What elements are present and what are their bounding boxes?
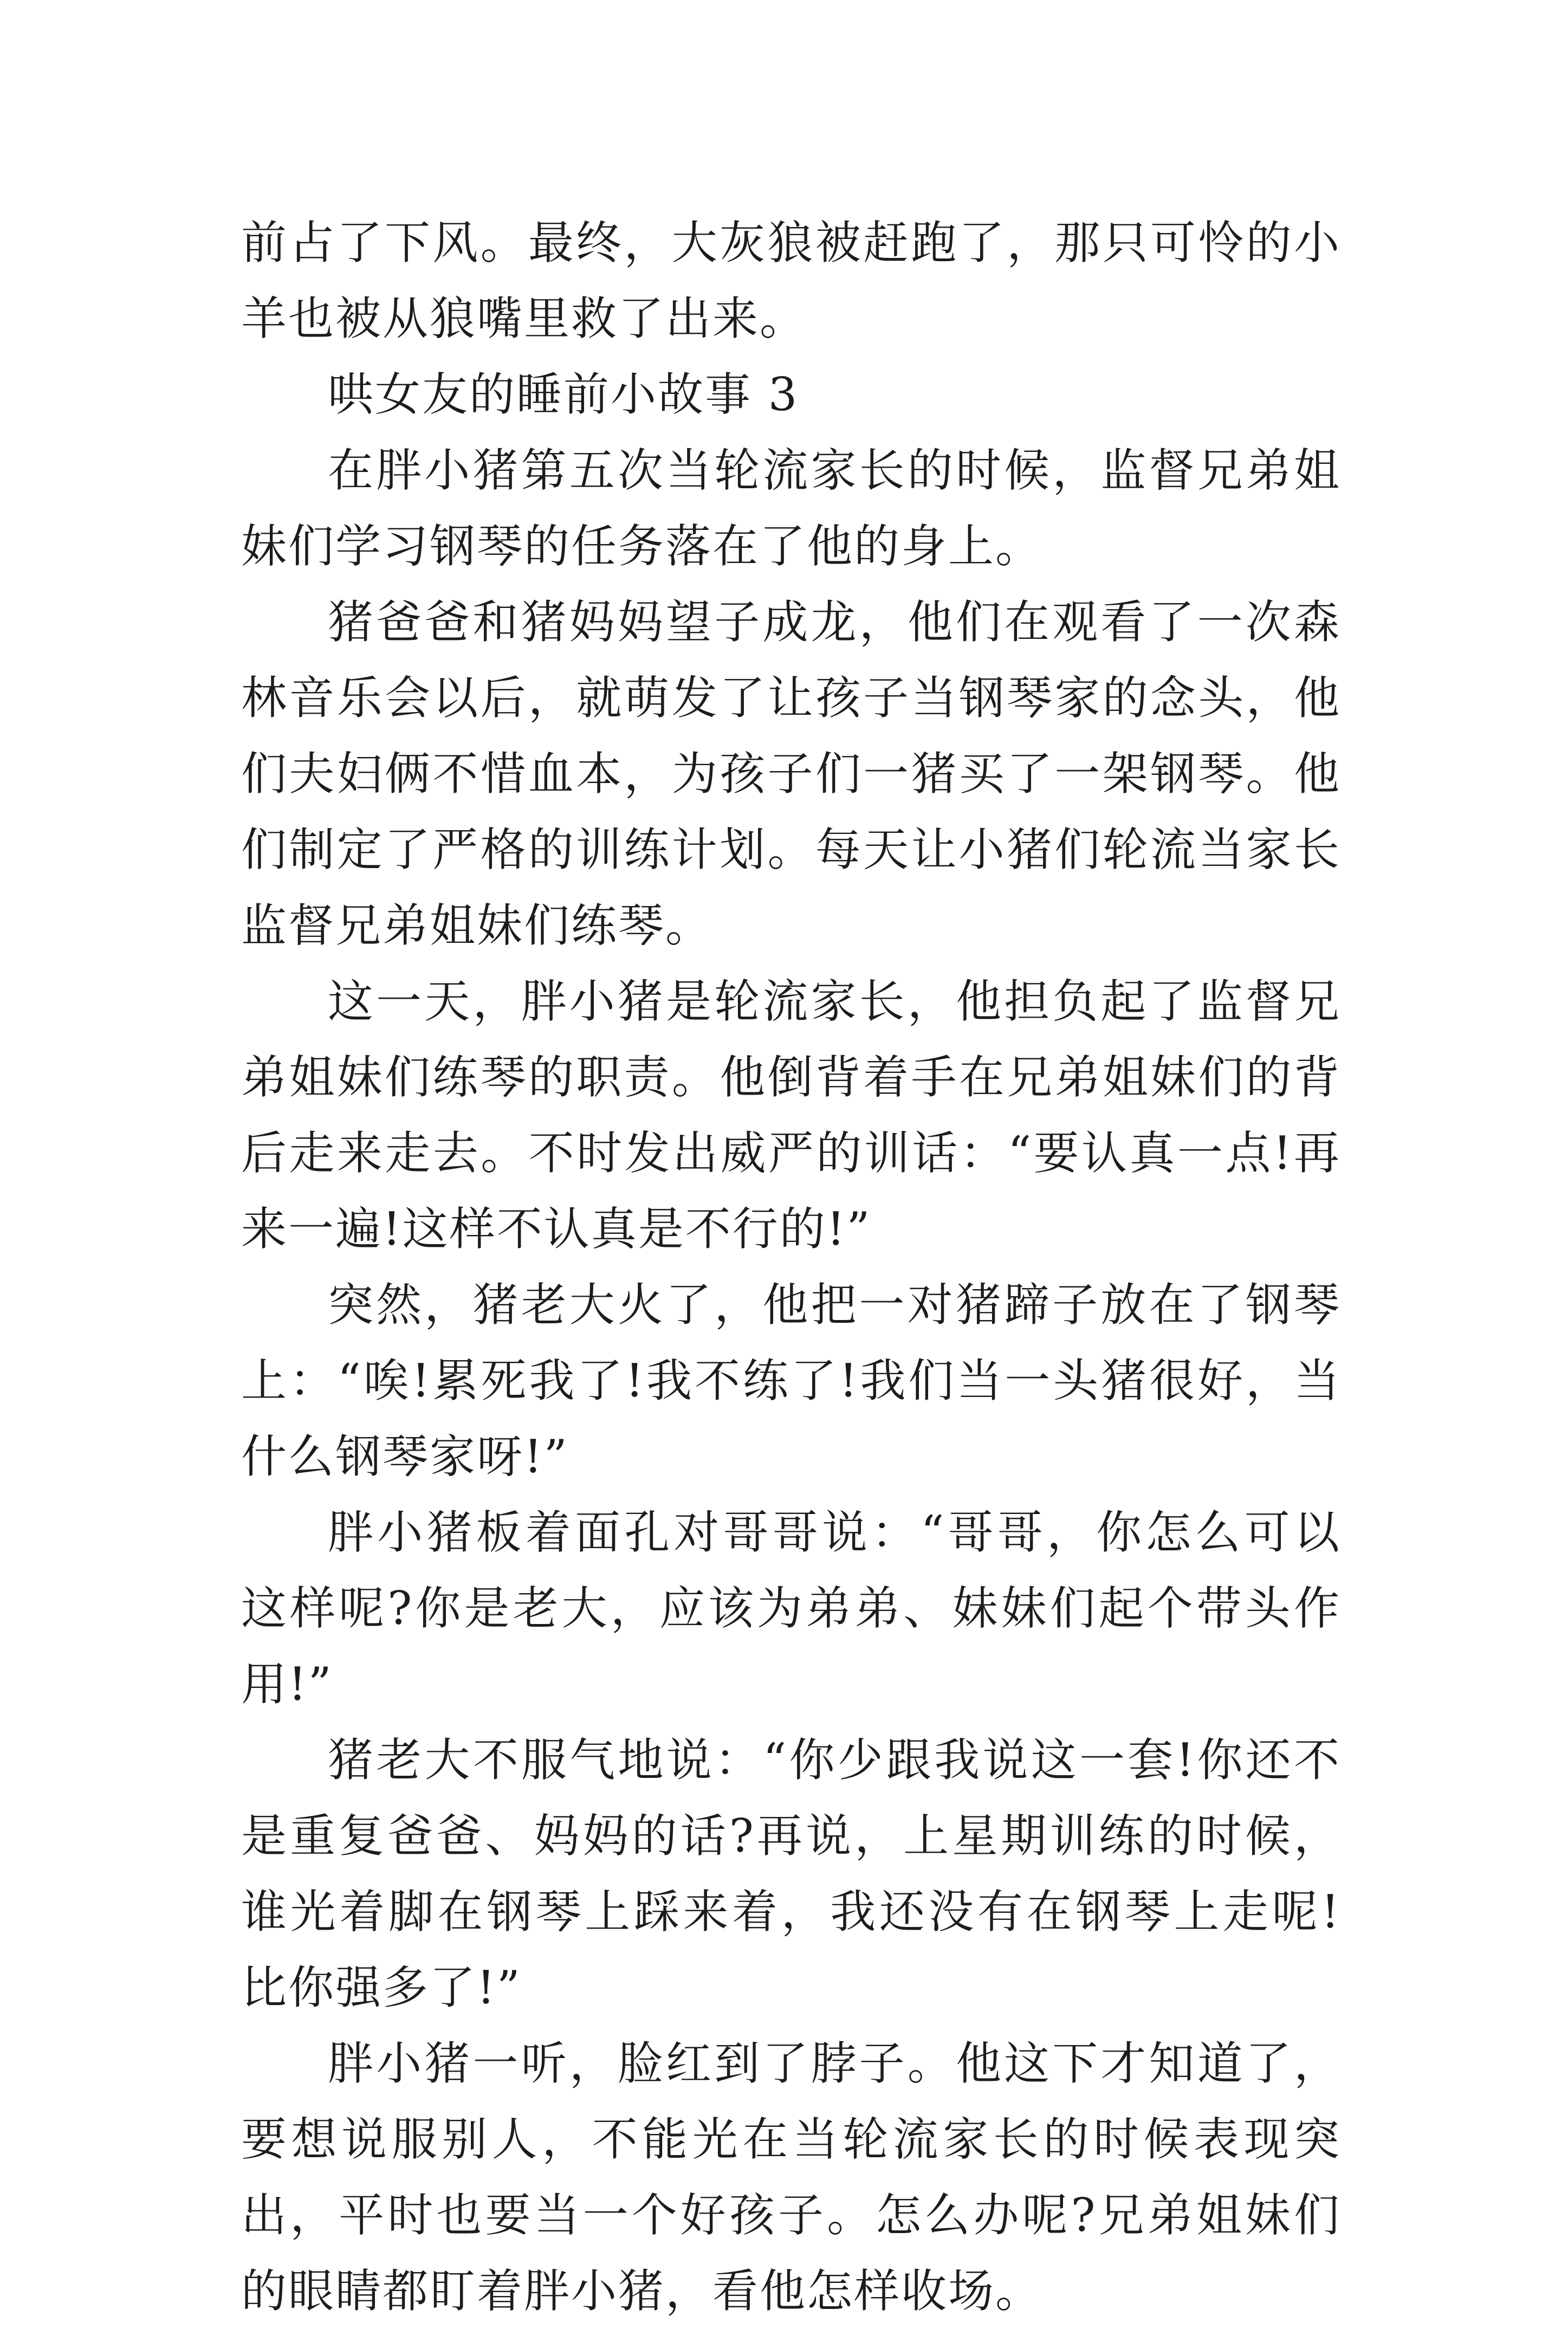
paragraph-6: 胖小猪板着面孔对哥哥说：“哥哥，你怎么可以这样呢?你是老大，应该为弟弟、妹妹们起个带头作用!”: [241, 1506, 1341, 1711]
paragraph-3: 猪爸爸和猪妈妈望子成龙，他们在观看了一次森林音乐会以后，就萌发了让孩子当钢琴家的念头，他们夫妇俩不惜血本，为孩子们一猪买了一架钢琴。他们制定了严格的训练计划。每天让小猪们轮流当家长监督兄弟姐妹们练琴。: [241, 596, 1341, 952]
story-heading: 哄女友的睡前小故事 3: [328, 368, 799, 421]
paragraph-7: 猪老大不服气地说：“你少跟我说这一套!你还不是重复爸爸、妈妈的话?再说，上星期训练的时候，谁光着脚在钢琴上踩来着，我还没有在钢琴上走呢!比你强多了!”: [241, 1733, 1341, 2014]
paragraph-8: 胖小猪一听，脸红到了脖子。他这下才知道了，要想说服别人，不能光在当轮流家长的时候表现突出，平时也要当一个好孩子。怎么办呢?兄弟姐妹们的眼睛都盯着胖小猪，看他怎样收场。: [241, 2037, 1341, 2318]
paragraph-5: 突然，猪老大火了，他把一对猪蹄子放在了钢琴上：“唉!累死我了!我不练了!我们当一头猪很好，当什么钢琴家呀!”: [241, 1278, 1341, 1483]
article-body: [241, 205, 1341, 2329]
paragraph-1: 前占了下风。最终，大灰狼被赶跑了，那只可怜的小羊也被从狼嘴里救了出来。: [241, 216, 1341, 345]
paragraph-2: 在胖小猪第五次当轮流家长的时候，监督兄弟姐妹们学习钢琴的任务落在了他的身上。: [241, 444, 1341, 573]
paragraph-4: 这一天，胖小猪是轮流家长，他担负起了监督兄弟姐妹们练琴的职责。他倒背着手在兄弟姐妹们的背后走来走去。不时发出威严的训话：“要认真一点!再来一遍!这样不认真是不行的!”: [241, 975, 1341, 1256]
